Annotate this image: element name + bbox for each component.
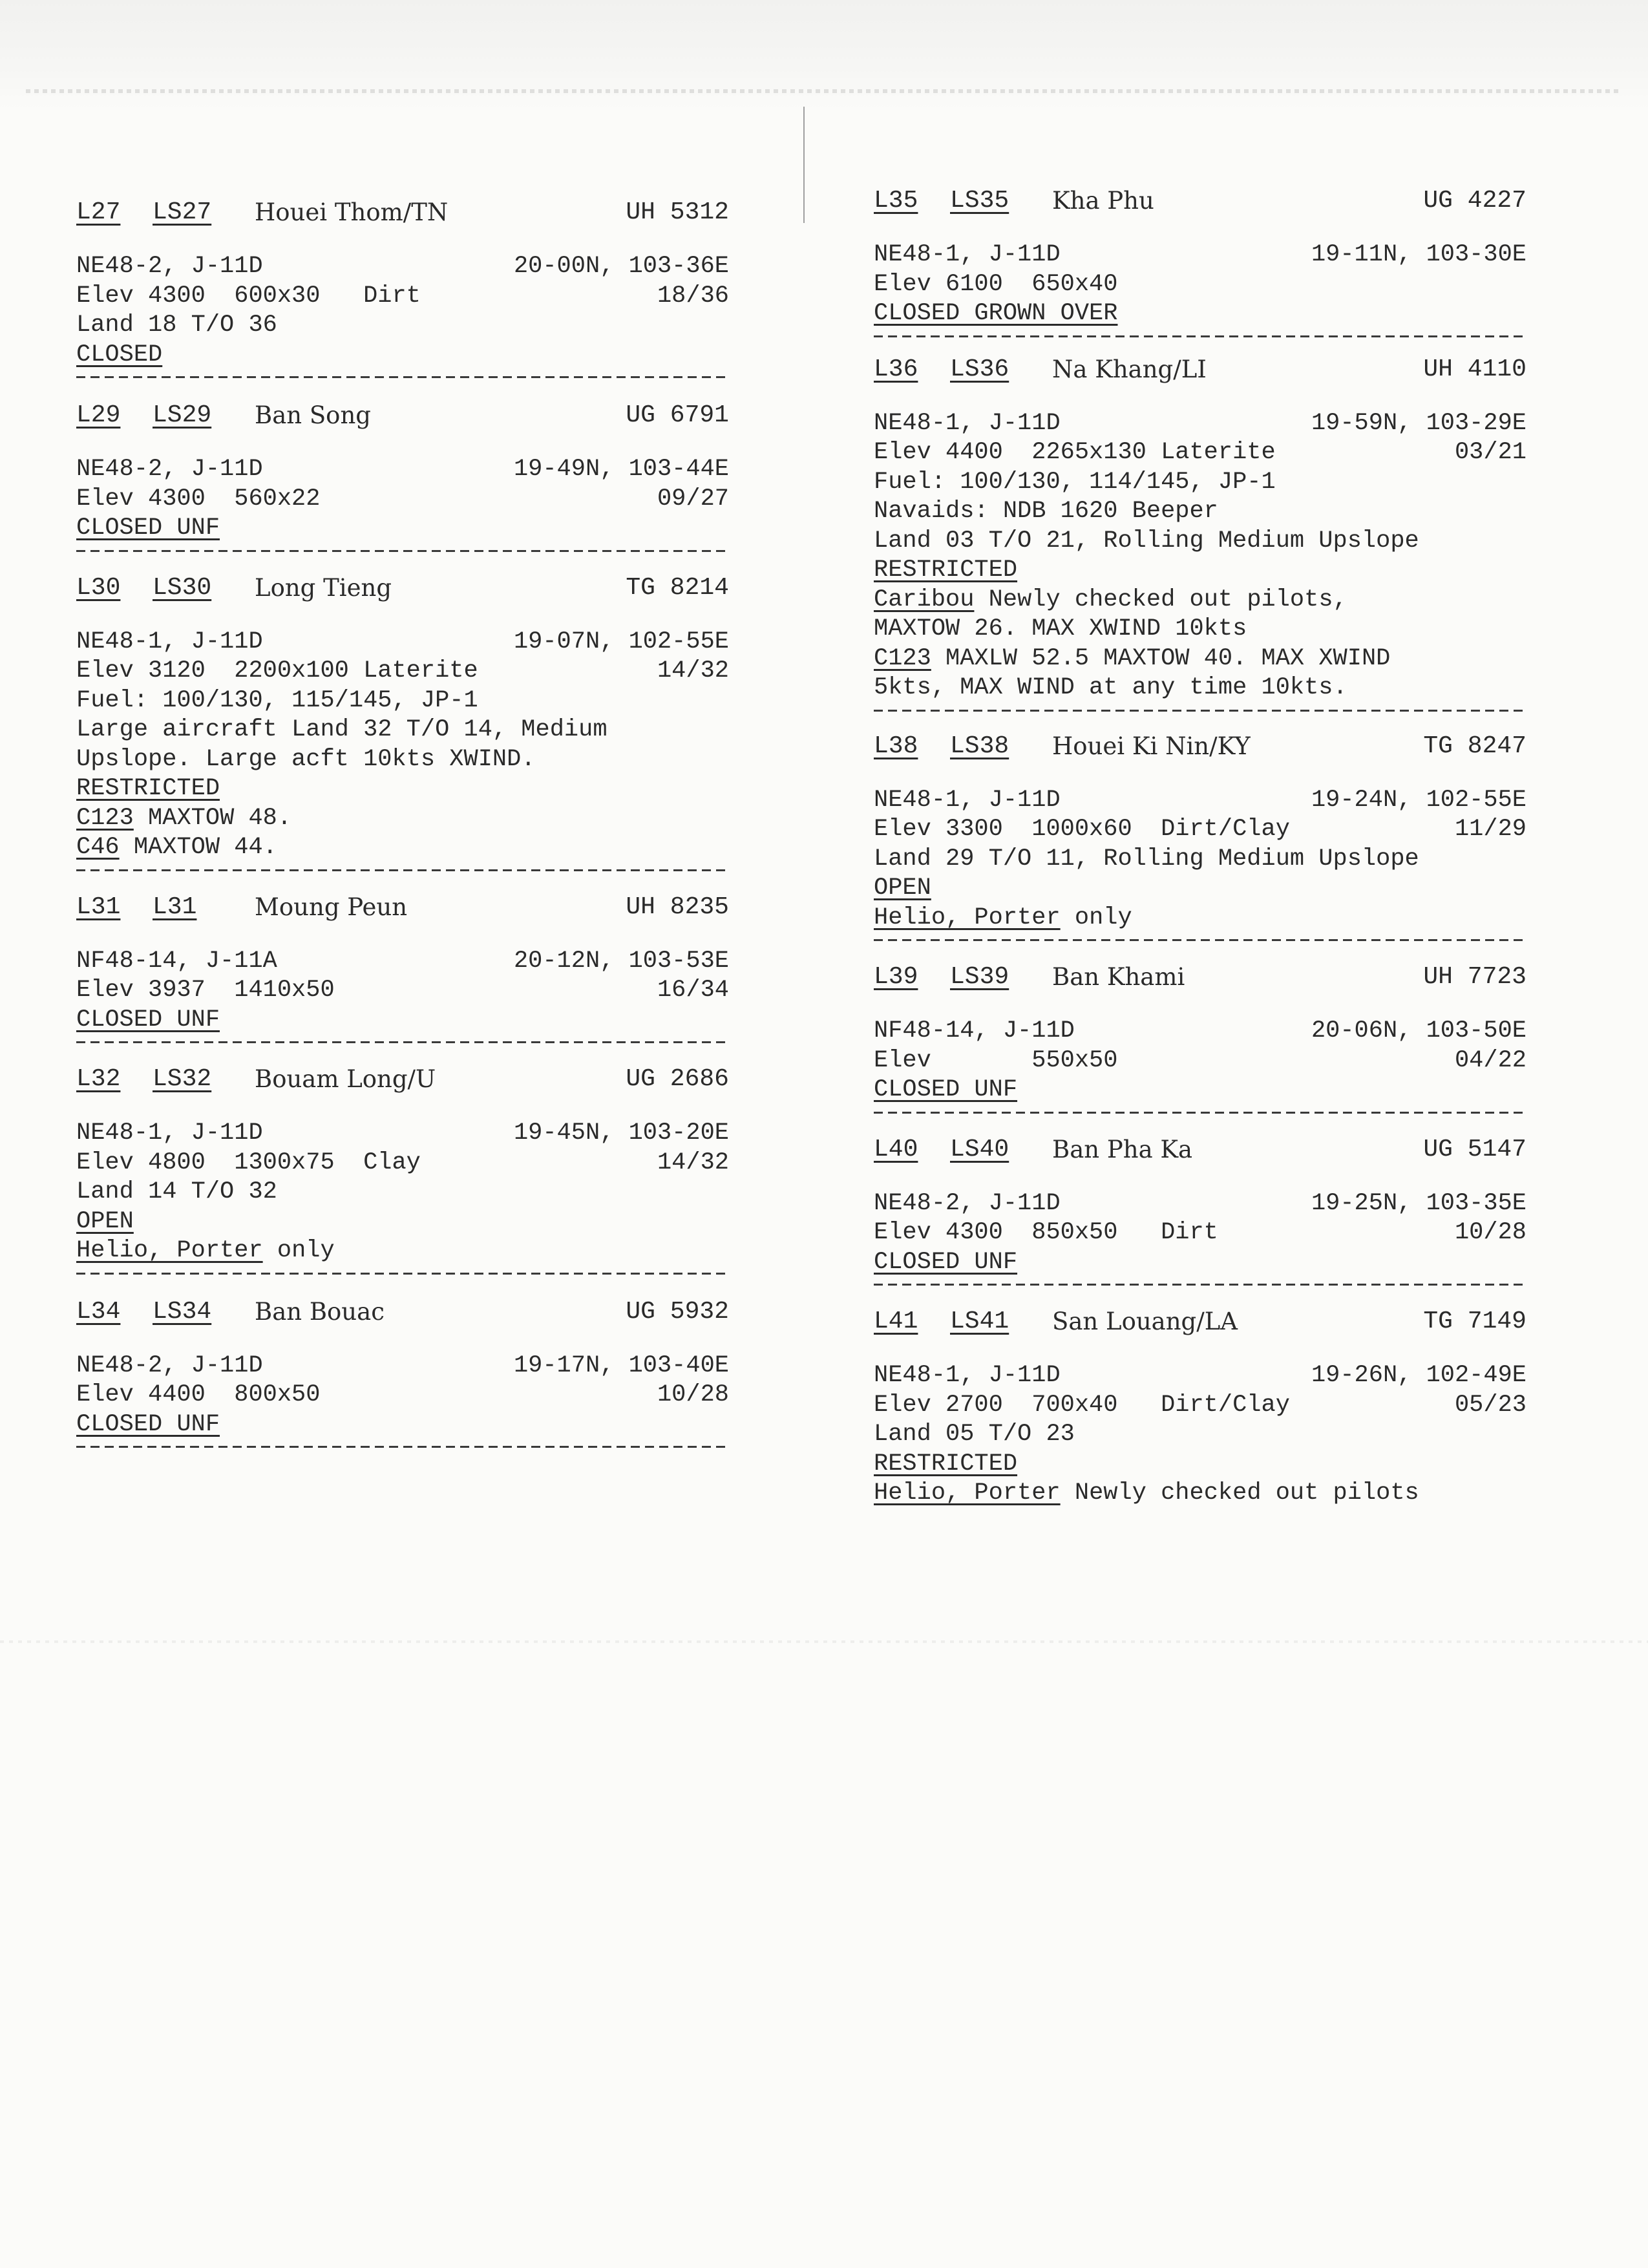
grid-reference: UG 4227 (1423, 187, 1527, 215)
site-number: LS29 (153, 401, 212, 429)
grid-reference: TG 8214 (626, 573, 729, 602)
site-number: LS34 (153, 1297, 212, 1326)
status-text: OPEN (76, 1207, 134, 1235)
status-text: RESTRICTED (874, 556, 1018, 584)
detail-line (76, 514, 729, 544)
detail-text: Large aircraft Land 32 T/O 14, Medium (76, 716, 607, 743)
site-name: Houei Ki Nin/KY (1052, 732, 1251, 760)
site-name: Moung Peun (255, 893, 408, 921)
detail-line (76, 774, 729, 804)
separator-line (76, 544, 729, 559)
site-number: LS41 (950, 1308, 1009, 1335)
airstrip-entry (874, 182, 1527, 344)
detail-text: MAXTOW 44. (133, 834, 277, 861)
detail-text: Newly checked out pilots, (988, 586, 1347, 613)
coordinates-or-runway: 05/23 (1454, 1391, 1527, 1419)
airstrip-entry (76, 889, 729, 1051)
detail-line (874, 497, 1527, 527)
detail-line (76, 833, 729, 863)
header-gap (874, 765, 1527, 786)
strip-code: L30 (76, 573, 121, 602)
grid-reference: TG 8247 (1423, 732, 1527, 760)
detail-text: Navaids: NDB 1620 Beeper (874, 498, 1218, 525)
detail-text: NE48-1, J-11D (874, 409, 1061, 437)
detail-line (874, 270, 1527, 300)
site-name: San Louang/LA (1052, 1308, 1238, 1335)
header-gap (874, 1169, 1527, 1189)
aircraft-type: C123 (874, 644, 931, 672)
coordinates-or-runway: 19-11N, 103-30E (1311, 241, 1527, 268)
separator-line (874, 1277, 1527, 1293)
aircraft-type: Helio, Porter (874, 904, 1061, 931)
header-gap (874, 220, 1527, 240)
detail-line (76, 628, 729, 657)
site-number: LS30 (153, 573, 212, 602)
detail-line (76, 947, 729, 977)
detail-line (874, 673, 1527, 703)
grid-reference: TG 7149 (1423, 1308, 1527, 1335)
detail-line (874, 556, 1527, 586)
header-gap (874, 996, 1527, 1017)
strip-code: L34 (76, 1297, 121, 1326)
status-text: CLOSED UNF (76, 514, 220, 542)
detail-line (76, 1410, 729, 1440)
site-name: Long Tieng (255, 573, 392, 602)
strip-code: L31 (76, 893, 121, 921)
airstrip-entry (76, 397, 729, 559)
status-text: CLOSED (76, 341, 163, 368)
header-gap (76, 434, 729, 455)
detail-line (76, 745, 729, 775)
strip-code: L29 (76, 401, 121, 429)
header-gap (76, 926, 729, 947)
detail-line (874, 240, 1527, 270)
detail-line (76, 1006, 729, 1035)
detail-line (76, 252, 729, 282)
strip-code: L32 (76, 1065, 121, 1093)
airstrip-entry (874, 728, 1527, 949)
scan-artifact-line (0, 1640, 1648, 1643)
grid-reference: UH 4110 (1423, 355, 1527, 383)
separator-line (76, 1266, 729, 1282)
coordinates-or-runway: 19-07N, 102-55E (513, 628, 729, 655)
header-gap (76, 607, 729, 628)
airstrip-entry (76, 194, 729, 385)
coordinates-or-runway: 04/22 (1454, 1046, 1527, 1074)
detail-line (76, 1178, 729, 1207)
aircraft-type: Caribou (874, 586, 975, 613)
strip-code: L36 (874, 355, 918, 383)
aircraft-type: Helio, Porter (76, 1237, 263, 1264)
separator-line (874, 1105, 1527, 1121)
detail-line (874, 1479, 1527, 1509)
detail-line (874, 409, 1527, 439)
header-gap (76, 231, 729, 252)
coordinates-or-runway: 19-49N, 103-44E (513, 456, 729, 483)
detail-text: Elev 4300 560x22 (76, 485, 321, 513)
strip-code: L41 (874, 1308, 918, 1335)
status-text: OPEN (874, 874, 931, 902)
header-gap (874, 388, 1527, 409)
detail-line (874, 1017, 1527, 1046)
airstrip-entry (76, 1061, 729, 1282)
detail-text: NE48-2, J-11D (874, 1189, 1061, 1217)
status-text: CLOSED UNF (76, 1006, 220, 1033)
coordinates-or-runway: 10/28 (657, 1381, 729, 1408)
detail-text: MAXTOW 26. MAX XWIND 10kts (874, 615, 1247, 642)
grid-reference: UH 7723 (1423, 963, 1527, 991)
strip-code: L40 (874, 1135, 918, 1163)
separator-line (76, 370, 729, 385)
page-fold-line (803, 107, 805, 223)
strip-code: L35 (874, 187, 918, 215)
detail-line (874, 644, 1527, 674)
separator-line (76, 1439, 729, 1455)
detail-text: Land 05 T/O 23 (874, 1421, 1075, 1448)
coordinates-or-runway: 10/28 (1454, 1219, 1527, 1246)
site-number: LS35 (950, 187, 1009, 215)
separator-line (76, 863, 729, 878)
detail-line (76, 1381, 729, 1410)
detail-line (874, 815, 1527, 845)
detail-text: Elev 4300 600x30 Dirt (76, 282, 421, 310)
detail-text: Elev 6100 650x40 (874, 270, 1118, 298)
detail-line (874, 1361, 1527, 1391)
airstrip-entry (874, 959, 1527, 1121)
detail-text: NE48-1, J-11D (874, 786, 1061, 814)
detail-line (76, 311, 729, 341)
detail-text: Fuel: 100/130, 114/145, JP-1 (874, 468, 1276, 496)
detail-text: Elev 4300 850x50 Dirt (874, 1219, 1218, 1246)
detail-text: NF48-14, J-11D (874, 1017, 1075, 1044)
grid-reference: UG 5147 (1423, 1135, 1527, 1163)
aircraft-type: C123 (76, 804, 134, 832)
detail-line (874, 874, 1527, 904)
detail-text: Land 18 T/O 36 (76, 312, 277, 339)
detail-line (76, 1207, 729, 1237)
site-name: Na Khang/LI (1052, 355, 1207, 383)
detail-line (874, 1450, 1527, 1479)
site-name: Ban Khami (1052, 963, 1185, 991)
status-text: CLOSED GROWN OVER (874, 300, 1118, 327)
separator-line (874, 703, 1527, 719)
detail-text: Elev 4400 800x50 (76, 1381, 321, 1408)
detail-line (874, 299, 1527, 329)
strip-code: L39 (874, 963, 918, 991)
separator-line (76, 1035, 729, 1050)
site-number: LS36 (950, 355, 1009, 383)
detail-text: 5kts, MAX WIND at any time 10kts. (874, 674, 1347, 701)
site-name: Bouam Long/U (255, 1065, 436, 1093)
detail-text: only (277, 1237, 335, 1264)
coordinates-or-runway: 18/36 (657, 282, 729, 310)
coordinates-or-runway: 14/32 (657, 657, 729, 684)
coordinates-or-runway: 19-45N, 103-20E (513, 1119, 729, 1147)
site-name: Ban Pha Ka (1052, 1135, 1193, 1163)
detail-line (76, 455, 729, 485)
status-text: RESTRICTED (76, 775, 220, 802)
right-column (874, 187, 1527, 1509)
grid-reference: UG 2686 (626, 1065, 729, 1093)
detail-text: Elev 2700 700x40 Dirt/Clay (874, 1391, 1290, 1419)
detail-line (76, 1149, 729, 1178)
detail-line (874, 1391, 1527, 1421)
coordinates-or-runway: 11/29 (1454, 816, 1527, 843)
detail-line (874, 468, 1527, 498)
grid-reference: UG 5932 (626, 1297, 729, 1326)
detail-text: Fuel: 100/130, 115/145, JP-1 (76, 686, 478, 714)
status-text: CLOSED UNF (874, 1248, 1018, 1276)
status-text: RESTRICTED (874, 1450, 1018, 1478)
detail-text: Elev 3937 1410x50 (76, 977, 335, 1004)
coordinates-or-runway: 14/32 (657, 1149, 729, 1176)
entry-header (874, 1131, 1527, 1169)
detail-text: Elev 550x50 (874, 1046, 1118, 1074)
coordinates-or-runway: 19-59N, 103-29E (1311, 409, 1527, 437)
site-number: L31 (153, 893, 197, 921)
detail-text: Land 03 T/O 21, Rolling Medium Upslope (874, 527, 1419, 555)
site-number: LS39 (950, 963, 1009, 991)
coordinates-or-runway: 19-26N, 102-49E (1311, 1362, 1527, 1389)
header-gap (76, 1331, 729, 1351)
detail-text: Elev 4400 2265x130 Laterite (874, 439, 1276, 466)
grid-reference: UG 6791 (626, 401, 729, 429)
scan-edge-shadow (0, 0, 1648, 110)
site-name: Kha Phu (1052, 187, 1154, 215)
entry-header (874, 959, 1527, 996)
coordinates-or-runway: 19-24N, 102-55E (1311, 786, 1527, 814)
entry-header (76, 569, 729, 607)
detail-line (874, 786, 1527, 816)
status-text: CLOSED UNF (76, 1410, 220, 1438)
site-name: Ban Bouac (255, 1297, 385, 1326)
coordinates-or-runway: 19-25N, 103-35E (1311, 1189, 1527, 1217)
coordinates-or-runway: 20-06N, 103-50E (1311, 1017, 1527, 1044)
entry-header (76, 194, 729, 231)
detail-line (874, 527, 1527, 556)
strip-code: L38 (874, 732, 918, 760)
detail-line (76, 1351, 729, 1381)
entry-header (76, 397, 729, 434)
detail-line (76, 804, 729, 834)
coordinates-or-runway: 16/34 (657, 977, 729, 1004)
detail-line (76, 715, 729, 745)
detail-line (874, 1248, 1527, 1278)
detail-text: MAXLW 52.5 MAXTOW 40. MAX XWIND (945, 644, 1391, 672)
status-text: CLOSED UNF (874, 1076, 1018, 1103)
left-column (76, 194, 729, 1455)
detail-line (76, 1236, 729, 1266)
header-gap (76, 1098, 729, 1119)
separator-line (874, 933, 1527, 948)
detail-line (874, 615, 1527, 644)
separator-line (874, 329, 1527, 344)
detail-text: NE48-2, J-11D (76, 1351, 263, 1379)
airstrip-entry (76, 1293, 729, 1456)
coordinates-or-runway: 20-00N, 103-36E (513, 253, 729, 280)
aircraft-type: C46 (76, 834, 120, 861)
detail-line (874, 1046, 1527, 1076)
detail-line (76, 1119, 729, 1149)
detail-line (76, 341, 729, 370)
detail-line (76, 976, 729, 1006)
entry-header (874, 728, 1527, 765)
detail-line (874, 586, 1527, 615)
detail-line (874, 438, 1527, 468)
header-gap (874, 1341, 1527, 1361)
detail-text: Land 14 T/O 32 (76, 1178, 277, 1205)
entry-header (76, 1061, 729, 1098)
detail-line (874, 1076, 1527, 1105)
detail-text: Elev 4800 1300x75 Clay (76, 1149, 421, 1176)
detail-line (874, 1420, 1527, 1450)
site-name: Houei Thom/TN (255, 198, 449, 226)
coordinates-or-runway: 03/21 (1454, 439, 1527, 466)
detail-line (76, 657, 729, 686)
grid-reference: UH 8235 (626, 893, 729, 921)
entry-header (874, 1303, 1527, 1341)
detail-line (874, 904, 1527, 933)
detail-line (76, 686, 729, 716)
detail-text: NE48-1, J-11D (874, 1362, 1061, 1389)
detail-text: NE48-2, J-11D (76, 253, 263, 280)
detail-text: NE48-1, J-11D (76, 628, 263, 655)
site-number: LS40 (950, 1135, 1009, 1163)
detail-text: Elev 3300 1000x60 Dirt/Clay (874, 816, 1290, 843)
entry-header (874, 351, 1527, 388)
detail-line (874, 1218, 1527, 1248)
detail-text: MAXTOW 48. (148, 804, 292, 832)
site-number: LS38 (950, 732, 1009, 760)
coordinates-or-runway: 19-17N, 103-40E (513, 1351, 729, 1379)
detail-text: NF48-14, J-11A (76, 947, 277, 975)
detail-text: only (1074, 904, 1132, 931)
site-number: LS32 (153, 1065, 212, 1093)
detail-text: Newly checked out pilots (1074, 1479, 1419, 1507)
airstrip-entry (76, 569, 729, 878)
entry-header (76, 889, 729, 926)
detail-line (76, 282, 729, 312)
airstrip-entry (874, 351, 1527, 719)
aircraft-type: Helio, Porter (874, 1479, 1061, 1507)
strip-code: L27 (76, 198, 121, 226)
airstrip-entry (874, 1303, 1527, 1509)
airstrip-entry (874, 1131, 1527, 1293)
entry-header (76, 1293, 729, 1331)
coordinates-or-runway: 20-12N, 103-53E (513, 947, 729, 975)
detail-text: NE48-2, J-11D (76, 456, 263, 483)
site-name: Ban Song (255, 401, 371, 429)
detail-text: Upslope. Large acft 10kts XWIND. (76, 745, 536, 773)
detail-line (874, 1189, 1527, 1219)
grid-reference: UH 5312 (626, 198, 729, 226)
detail-text: NE48-1, J-11D (76, 1119, 263, 1147)
coordinates-or-runway: 09/27 (657, 485, 729, 513)
entry-header (874, 182, 1527, 220)
detail-text: Elev 3120 2200x100 Laterite (76, 657, 478, 684)
detail-line (874, 845, 1527, 874)
detail-text: Land 29 T/O 11, Rolling Medium Upslope (874, 845, 1419, 873)
detail-line (76, 485, 729, 514)
detail-text: NE48-1, J-11D (874, 241, 1061, 268)
site-number: LS27 (153, 198, 212, 226)
